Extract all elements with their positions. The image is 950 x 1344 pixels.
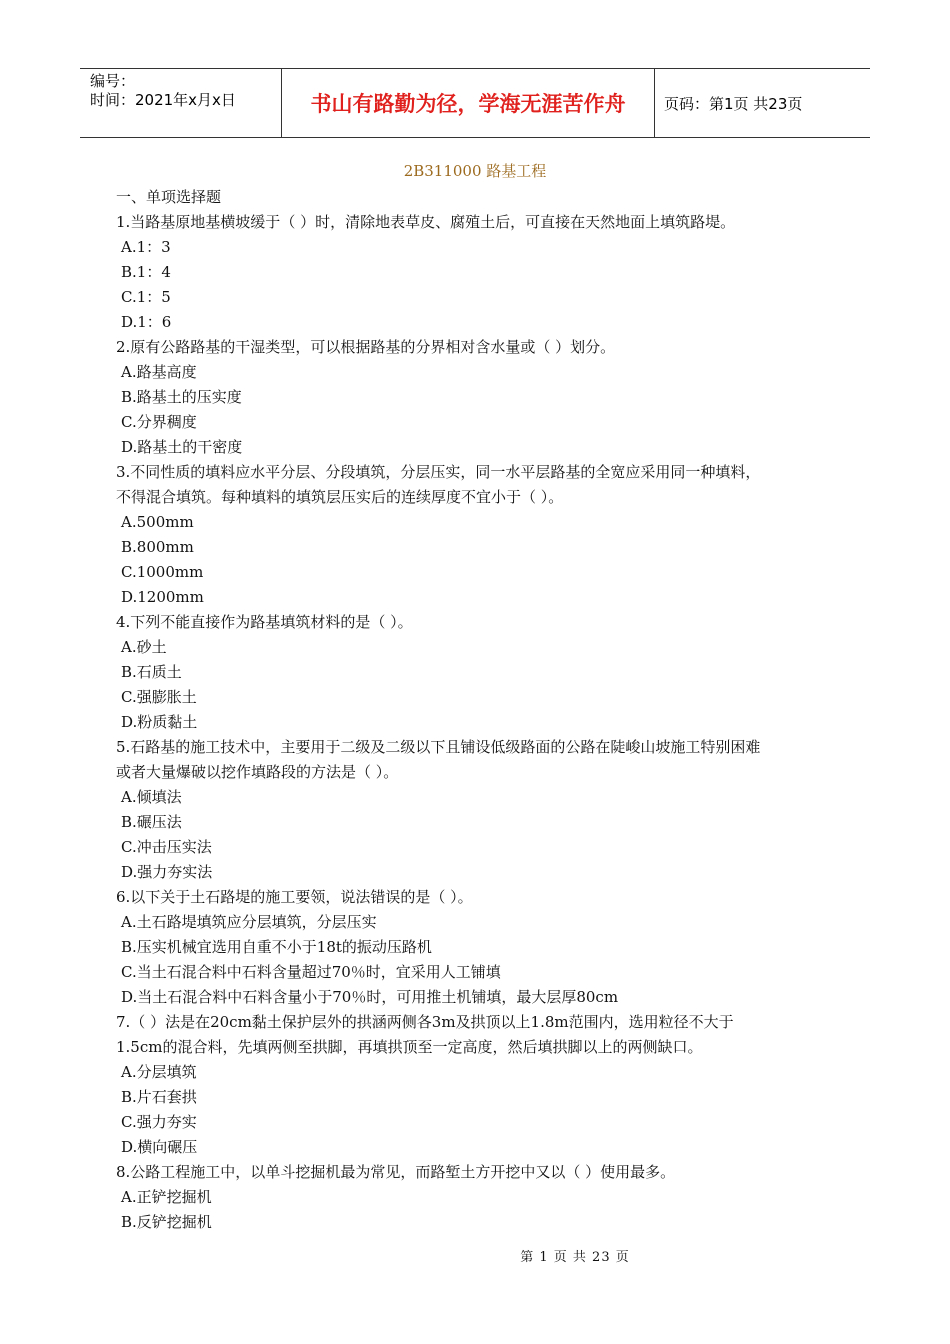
question-text: 7.（ ）法是在20cm黏土保护层外的拱涵两侧各3m及拱顶以上1.8m范围内，选用粒径不大于 bbox=[116, 1013, 734, 1031]
answer-option: B.800mm bbox=[121, 538, 194, 556]
section-heading: 一、单项选择题 bbox=[116, 188, 222, 206]
answer-option: A.路基高度 bbox=[121, 363, 197, 381]
answer-option: B.石质土 bbox=[121, 663, 182, 681]
question-item bbox=[116, 335, 836, 460]
answer-option: C.1：5 bbox=[121, 288, 171, 306]
answer-option: B.片石套拱 bbox=[121, 1088, 197, 1106]
answer-option: D.路基土的干密度 bbox=[121, 438, 243, 456]
answer-option: B.压实机械宜选用自重不小于18t的振动压路机 bbox=[121, 938, 432, 956]
answer-option: C.强力夯实 bbox=[121, 1113, 197, 1131]
answer-option: D.当土石混合料中石料含量小于70％时，可用推土机铺填，最大层厚80cm bbox=[121, 988, 619, 1006]
question-text: 2.原有公路路基的干湿类型，可以根据路基的分界相对含水量或（ ）划分。 bbox=[116, 338, 616, 356]
answer-option: B.1：4 bbox=[121, 263, 171, 281]
answer-option: A.砂土 bbox=[121, 638, 167, 656]
question-text: 6.以下关于土石路堤的施工要领，说法错误的是（ ）。 bbox=[116, 888, 473, 906]
answer-option: D.粉质黏土 bbox=[121, 713, 198, 731]
answer-option: D.强力夯实法 bbox=[121, 863, 213, 881]
question-item bbox=[116, 885, 836, 1010]
answer-option: B.路基土的压实度 bbox=[121, 388, 242, 406]
answer-option: A.正铲挖掘机 bbox=[121, 1188, 212, 1206]
document-header bbox=[80, 68, 870, 138]
answer-option: B.反铲挖掘机 bbox=[121, 1213, 212, 1231]
question-item bbox=[116, 1160, 836, 1235]
answer-option: C.分界稠度 bbox=[121, 413, 197, 431]
answer-option: D.1200mm bbox=[121, 588, 204, 606]
answer-option: C.强膨胀土 bbox=[121, 688, 197, 706]
number-label: 编号： bbox=[90, 72, 136, 90]
header-meta bbox=[90, 72, 236, 110]
footer-page-number: 第 1 页 共 23 页 bbox=[520, 1250, 630, 1265]
question-text: 或者大量爆破以挖作填路段的方法是（ ）。 bbox=[116, 763, 399, 781]
question-text: 5.石路基的施工技术中，主要用于二级及二级以下且铺设低级路面的公路在陡峻山坡施工特别困难 bbox=[116, 738, 761, 756]
answer-option: C.1000mm bbox=[121, 563, 204, 581]
question-item bbox=[116, 735, 836, 885]
answer-option: B.碾压法 bbox=[121, 813, 182, 831]
question-list bbox=[116, 185, 836, 1235]
answer-option: A.1：3 bbox=[121, 238, 171, 256]
doc-title: 2B311000 路基工程 bbox=[403, 162, 547, 180]
page-footer bbox=[0, 1246, 950, 1265]
answer-option: D.横向碾压 bbox=[121, 1138, 198, 1156]
question-text: 4.下列不能直接作为路基填筑材料的是（ ）。 bbox=[116, 613, 413, 631]
question-text: 8.公路工程施工中，以单斗挖掘机最为常见，而路堑土方开挖中又以（ ）使用最多。 bbox=[116, 1163, 676, 1181]
answer-option: A.倾填法 bbox=[121, 788, 182, 806]
question-text: 不得混合填筑。每种填料的填筑层压实后的连续厚度不宜小于（ ）。 bbox=[116, 488, 564, 506]
question-text: 1.当路基原地基横坡缓于（ ）时，清除地表草皮、腐殖土后，可直接在天然地面上填筑路堤。 bbox=[116, 213, 736, 231]
question-item bbox=[116, 460, 836, 610]
time-label: 时间：2021年x月x日 bbox=[90, 91, 236, 109]
question-text: 1.5cm的混合料，先填两侧至拱脚，再填拱顶至一定高度，然后填拱脚以上的两侧缺口。 bbox=[116, 1038, 703, 1056]
motto: 书山有路勤为径，学海无涯苦作舟 bbox=[310, 92, 626, 116]
header-divider bbox=[654, 69, 655, 137]
answer-option: A.500mm bbox=[121, 513, 194, 531]
question-item bbox=[116, 210, 836, 335]
answer-option: D.1：6 bbox=[121, 313, 172, 331]
question-item bbox=[116, 1010, 836, 1160]
page-info: 页码：第1页 共23页 bbox=[664, 94, 803, 113]
question-item bbox=[116, 610, 836, 735]
answer-option: C.当土石混合料中石料含量超过70％时，宜采用人工铺填 bbox=[121, 963, 501, 981]
answer-option: A.土石路堤填筑应分层填筑，分层压实 bbox=[121, 913, 377, 931]
question-text: 3.不同性质的填料应水平分层、分段填筑，分层压实，同一水平层路基的全宽应采用同一种填料， bbox=[116, 463, 761, 481]
answer-option: C.冲击压实法 bbox=[121, 838, 212, 856]
answer-option: A.分层填筑 bbox=[121, 1063, 197, 1081]
